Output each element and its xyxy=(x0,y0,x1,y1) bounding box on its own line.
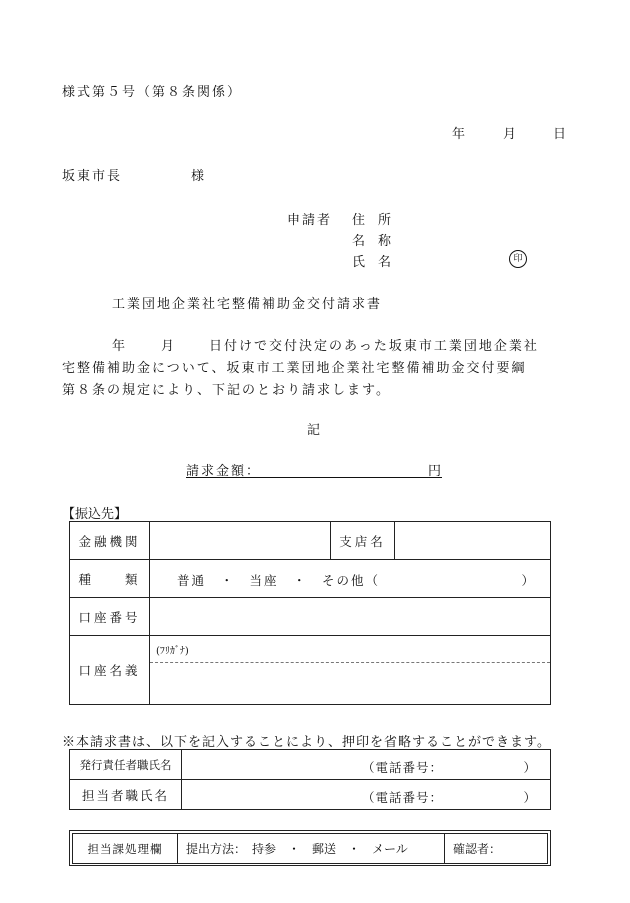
addressee: 坂東市長 xyxy=(62,169,123,184)
body-month: 月 xyxy=(161,339,175,354)
body-line2: 宅整備補助金について、坂東市工業団地企業社宅整備補助金交付要綱 xyxy=(62,361,527,376)
staff-phone-label: （電話番号： xyxy=(362,790,444,805)
issuer-phone-close: ） xyxy=(523,760,536,775)
bank-table xyxy=(69,521,551,705)
staff-field[interactable] xyxy=(182,780,551,810)
account-type-label: 種 類 xyxy=(70,560,150,598)
contact-table xyxy=(69,749,551,810)
institution-field[interactable] xyxy=(150,522,331,560)
staff-label: 担当者職氏名 xyxy=(70,780,182,810)
account-type-close: ） xyxy=(521,573,534,588)
request-amount-label: 請求金額： xyxy=(186,464,262,479)
submission-method[interactable]: 提出方法： 持参 ・ 郵送 ・ メール xyxy=(178,834,445,864)
institution-label: 金融機関 xyxy=(70,522,150,560)
account-number-label: 口座番号 xyxy=(70,598,150,636)
honorific: 様 xyxy=(191,169,205,184)
branch-field[interactable] xyxy=(395,522,551,560)
date-year-label: 年 xyxy=(452,127,466,142)
seal-mark: 印 xyxy=(509,250,527,268)
furigana-label: (ﾌﾘｶﾞﾅ) xyxy=(156,646,189,657)
person-name-label: 氏 名 xyxy=(352,255,392,270)
form-number: 様式第５号（第８条関係） xyxy=(62,85,243,100)
account-name-field[interactable] xyxy=(150,636,551,705)
staff-phone-close: ） xyxy=(523,790,536,805)
request-amount-line xyxy=(186,460,442,478)
account-type-choices: 普通 ・ 当座 ・ その他（ xyxy=(177,573,381,588)
request-amount-unit: 円 xyxy=(427,464,441,479)
issuer-label: 発行責任者職氏名 xyxy=(70,750,182,780)
account-type-row xyxy=(70,560,551,598)
confirmer-field[interactable]: 確認者： xyxy=(445,834,548,864)
date-day-label: 日 xyxy=(553,127,567,142)
issuer-field[interactable] xyxy=(182,750,551,780)
bank-section-label: 【振込先】 xyxy=(62,507,128,522)
account-number-field[interactable] xyxy=(150,598,551,636)
account-name-label: 口座名義 xyxy=(70,636,150,705)
body-line1: 日付けで交付決定のあった坂東市工業団地企業社 xyxy=(209,339,539,354)
account-type-options[interactable] xyxy=(150,560,551,598)
staff-row xyxy=(70,780,551,810)
document-title: 工業団地企業社宅整備補助金交付請求書 xyxy=(112,297,383,312)
body-line3: 第８条の規定により、下記のとおり請求します。 xyxy=(62,383,391,398)
office-use-label: 担当課処理欄 xyxy=(73,834,178,864)
date-month-label: 月 xyxy=(503,127,517,142)
issuer-row xyxy=(70,750,551,780)
entity-name-label: 名 称 xyxy=(352,234,392,249)
furigana-divider xyxy=(150,662,550,663)
account-name-row xyxy=(70,636,551,705)
account-number-row xyxy=(70,598,551,636)
office-use-frame xyxy=(69,830,551,866)
branch-label: 支店名 xyxy=(331,522,395,560)
ki-label: 記 xyxy=(307,423,321,438)
seal-omission-note: ※本請求書は、以下を記入することにより、押印を省略することができます。 xyxy=(62,735,551,750)
body-year: 年 xyxy=(112,339,126,354)
issuer-phone-label: （電話番号： xyxy=(362,760,444,775)
applicant-label: 申請者 xyxy=(287,213,333,228)
institution-row xyxy=(70,522,551,560)
office-use-table xyxy=(72,833,548,864)
office-use-row xyxy=(73,834,548,864)
address-label: 住 所 xyxy=(352,213,392,228)
